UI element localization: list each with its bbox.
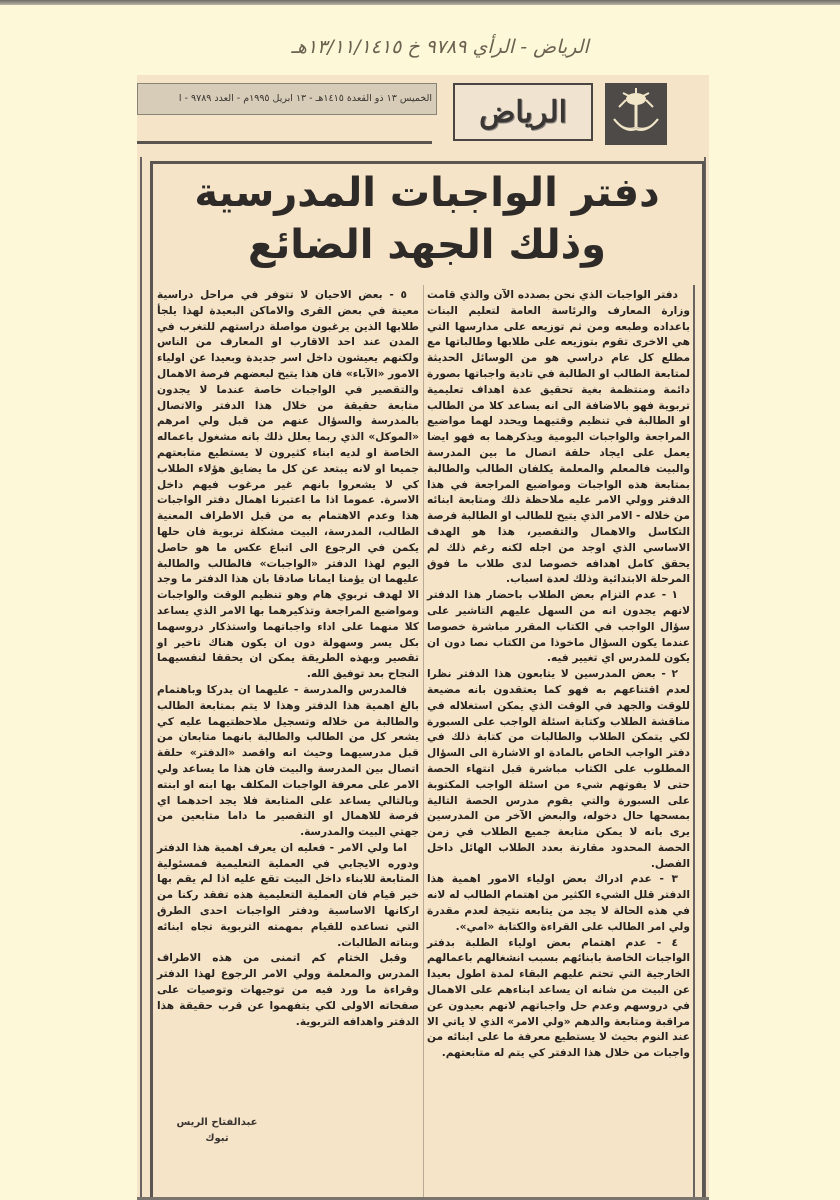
article-column-left — [157, 288, 419, 1030]
headline-line-2: وذلك الجهد الضائع — [247, 222, 607, 268]
paragraph: دفتر الواجبات الذي نحن بصدده الآن والذي قامت وزارة المعارف والرئاسة العامة لتعليم البنات باعداده وطبعه ومن ثم توزيعه على مدارسها التي هي الاخرى تقوم بتوزيعه على طلابها وطالباتها مع مطلع كل عام دراسي هو من الوسائل الحديثة لمتابعة الطالب او الطالبة في تادية واجباتها بصورة دائمة ومنتظمة بغية تحقيق عدة اهداف تعليمية تربوية فهو بالاضافة الى انه يساعد كلا من الطالب او الطالبة في تنظيم وقتيهما ويحدد لهما مواضيع المراجعة والواجبات اليومية ويذكرهما به فهو ايضا يعمل على ايجاد حلقة اتصال ما بين المدرسة والبيت فالمعلم والمعلمة يكلفان الطالب والطالبة بمتابعة هذه الواجبات ومواضيع المراجعة في هذا الدفتر وولي الامر عليه ملاحظة ذلك ومتابعة ابنائه من خلاله - الامر الذي يتيح للطالب او الطالبة فرصة التكاسل والاهمال والتقصير، هذا هو الهدف الاساسي الذي اوجد من اجله لكنه رغم ذلك لم يحقق كامل اهدافه خصوصا لدى طلاب ما فوق المرحلة الابتدائية وذلك لعدة اسباب. — [427, 289, 690, 586]
paragraph: ٤ - عدم اهتمام بعض اولياء الطلبة بدفتر الواجبات الخاصة بابنائهم بسبب انشغالهم باعمالهم الخارجية التي تحتم عليهم البقاء لمدة اطول بعيدا عن البيت من شانه ان يساعد ابناءهم على الاهمال في دروسهم وعدم حل واجباتهم لانهم بعيدون عن مراقبة ومتابعة والدهم «ولي الامر» الذي لا ياتي الا عند النوم بحيث لا يستطيع معرفة ما على ابنائه من واجبات من خلال هذا الدفتر كي يتم له متابعتهم. — [427, 936, 690, 1060]
issue-dateline: الخميس ١٣ ذو القعدة ١٤١٥هـ - ١٣ ابريل ١٩٩٥م - العدد ٩٧٨٩ - ا — [137, 83, 437, 115]
paragraph: ٢ - بعض المدرسين لا يتابعون هذا الدفتر نظرا لعدم اقتناعهم به فهو كما يعتقدون بانه مضيعة للوقت والجهد في الوقت الذي يمكن استغلاله في مناقشة الطلاب وكتابة اسئلة الواجب على السبورة لكي يتمكن الطلاب والطالبات من كتابة ذلك في دفتر الواجب الخاص بالمادة او الاشارة الى السؤال المطلوب على الكتاب مباشرة قبل انتهاء الحصة حتى لا يفوتهم شيء من اسئلة الواجب المكتوبة على السبورة والتي يقوم مدرس الحصة التالية بمسحها حال دخوله، والبعض الآخر من المدرسين يرى بانه لا يمكن متابعة جميع الطلاب في زمن الحصة المحدود مقارنة بعدد الطلاب الهائل داخل الفصل. — [427, 668, 690, 870]
handwritten-archive-note: الرياض - الرأي ٩٧٨٩ خ ١٣/١١/١٤١٥هـ — [291, 36, 589, 58]
author-name: عبدالفتاح الريس — [176, 1117, 258, 1128]
paragraph: ٣ - عدم ادراك بعض اولياء الامور اهمية هذا الدفتر قلل الشيء الكثير من اهتمام الطالب له لانه في هذه الحالة لا يجد من يتابعه نتيجة لعدم مقدرة ولي امر الطالب على القراءة والكتابة «امي». — [427, 873, 690, 933]
paragraph: اما ولي الامر - فعليه ان يعرف اهمية هذا الدفتر ودوره الايجابي في العملية التعليمية فمسئولية المتابعة للابناء داخل البيت تقع عليه اذا لم يقم بها خير قيام فان العملية التعليمية هذه تفقد ركنا من اركانها الاساسية ودفتر الواجبات احدى الطرق التي تساعده للقيام بمهمته التربوية تجاه ابنائه وبناته الطالبات. — [157, 841, 419, 949]
newspaper-nameplate: الرياض — [453, 83, 593, 141]
palm-swords-icon — [605, 83, 667, 145]
scan-top-edge — [0, 0, 840, 5]
article-headline — [157, 167, 697, 271]
author-city: تبوك — [205, 1133, 229, 1144]
paragraph: ٥ - بعض الاحيان لا تتوفر في مراحل دراسية معينة في بعض القرى والاماكن البعيدة لهذا يلجأ طلابها الذين يرغبون مواصلة دراستهم للتغرب في المدن عند احد الاقارب او المعارف من الناس ولكنهم يعيشون داخل اسر جديدة وبعيدا عن اولياء الامور «الآباء» فان هذا يتيح لبعضهم فرصة الاهمال والتقصير في الواجبات خاصة عندما لا يجدون متابعة حقيقة من خلال هذا الدفتر والاتصال بالمدرسة والسؤال عنهم من قبل ولي امرهم «الموكل» الذي ربما يعلل ذلك بانه مشغول باعماله الخاصة او لديه ابناء كثيرون لا يستطيع متابعتهم جميعا او لانه يبتعد عن كل ما يضايق هؤلاء الطلاب كي لا يشعروا بانهم غير مرغوب فيهم داخل الاسرة. عموما اذا ما اعتبرنا اهمال دفتر الواجبات هذا وعدم الاهتمام به من قبل الاطراف المعنية الطالب، المدرسة، البيت مشكلة تربوية فان حلها يكمن في الرجوع الى اتباع عكس ما هو حاصل اليوم لهذا الدفتر «الواجبات» فالطالب والطالبة عليهما ان يؤمنا ايمانا صادقا بان هذا الدفتر ما وجد الا لهدف تربوي هام وهو تنظيم الوقت والواجبات ومواضيع المراجعة وتذكيرهما بها الامر الذي يساعد كلا منهما على اداء واجباتهما واستذكار دروسهما بكل يسر وسهولة دون ان يكون هناك تاخير او تقصير وبهذه الطريقة يمكن ان يحققا لنفسيهما النجاح بعد توفيق الله. — [157, 289, 419, 681]
paragraph: وقبل الختام كم اتمنى من هذه الاطراف المدرس والمعلمة وولي الامر الرجوع لهذا الدفتر وقراءة ما ورد فيه من توجيهات وتوصيات على صفحاته الاولى لكي يتفهموا عن قرب حقيقة هذا الدفتر واهدافه التربوية. — [157, 952, 419, 1028]
paragraph: ١ - عدم التزام بعض الطلاب باحضار هذا الدفتر لانهم يجدون انه من السهل عليهم التاشير على سؤال الواجب في الكتاب المقرر مباشرة خصوصا عندما يكون السؤال ماخوذا من الكتاب نصا دون ان يكون للمدرس اي تغيير فيه. — [427, 589, 690, 665]
paragraph: فالمدرس والمدرسة - عليهما ان يدركا وباهتمام بالغ اهمية هذا الدفتر وهذا لا يتم بمتابعة الطالب والطالبة من خلاله وتسجيل ملاحظتيهما عليه كي يشعر كل من الطالب والطالبة بانهما متابعان من قبل مدرسيهما وحيث انه واقصد «الدفتر» حلقة اتصال بين المدرسة والبيت فان هذا ما يساعد ولي الامر على معرفة الواجبات المكلف بها ابنه او ابنته وبالتالي يساعد على المتابعة فلا يجد احدهما اي فرصة للاهمال او التقصير ما داما متابعين من جهتي البيت والمدرسة. — [157, 683, 419, 839]
column-divider — [423, 285, 424, 1200]
column-border — [693, 285, 695, 1200]
masthead-rule — [137, 141, 432, 144]
headline-line-1: دفتر الواجبات المدرسية — [194, 170, 660, 216]
emblem-logo — [605, 83, 667, 145]
article-column-right — [427, 288, 690, 1062]
newspaper-clipping — [137, 75, 709, 1200]
masthead — [137, 75, 709, 143]
author-signature — [157, 1115, 277, 1147]
